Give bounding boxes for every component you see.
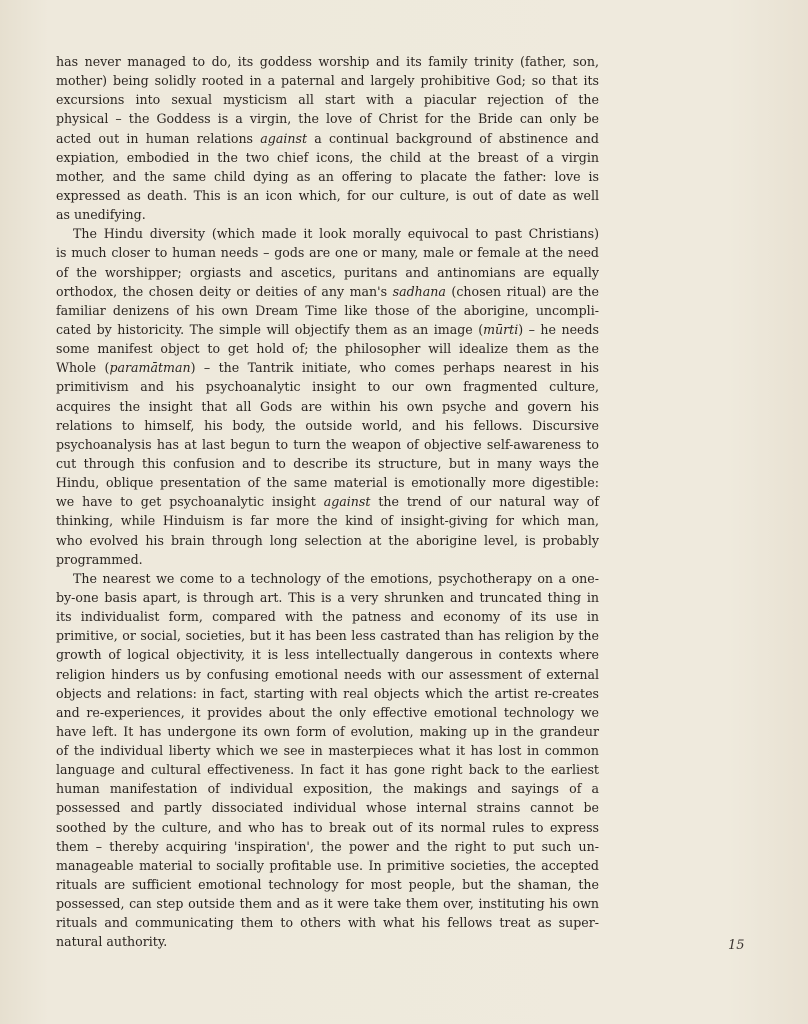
text-line: soothed by the culture, and who has to break out of its normal rules to express — [56, 819, 599, 835]
text-line: its individualist form, compared with the patness and economy of its use in — [56, 609, 599, 625]
text-line: familiar denizens of his own Dream Time like those of the aborigine, uncompli- — [56, 302, 599, 318]
text-line: programmed. — [56, 551, 143, 567]
page-number: 15 — [728, 938, 745, 953]
text-line: The Hindu diversity (which made it look morally equivocal to past Christians) — [73, 226, 599, 242]
text-line: The nearest we come to a technology of the emotions, psychotherapy on a one- — [73, 570, 599, 586]
text-line: of the worshipper; orgiasts and ascetics, puritans and antinomians are equally — [56, 264, 599, 280]
text-line: primitivism and his psychoanalytic insight to our own fragmented culture, — [56, 379, 599, 395]
text-line: objects and relations: in fact, starting with real objects which the artist re-creates — [56, 685, 599, 701]
text-line: expiation, embodied in the two chief icons, the child at the breast of a virgin — [56, 149, 599, 165]
text-line: possessed and partly dissociated individual whose internal strains cannot be — [56, 800, 599, 816]
text-line: cut through this confusion and to describe its structure, but in many ways the — [56, 455, 599, 471]
text-line: is much closer to human needs – gods are one or many, male or female at the need — [56, 245, 599, 261]
text-line: religion hinders us by confusing emotional needs with our assessment of external — [56, 666, 599, 682]
text-line: and re-experiences, it provides about the only effective emotional technology we — [56, 704, 599, 720]
text-line: who evolved his brain through long selection at the aborigine level, is probably — [56, 532, 599, 548]
text-line: has never managed to do, its goddess worship and its family trinity (father, son, — [56, 54, 599, 69]
text-line: have left. It has undergone its own form of evolution, making up in the grandeur — [56, 723, 599, 739]
text-line: acted out in human relations against a continual background of abstinence and — [56, 130, 599, 146]
text-line: physical – the Goddess is a virgin, the love of Christ for the Bride can only be — [56, 111, 599, 127]
text-line: mother) being solidly rooted in a paternal and largely prohibitive God; so that its — [56, 73, 599, 89]
text-line: mother, and the same child dying as an offering to placate the father: love is — [56, 168, 599, 184]
text-line: relations to himself, his body, the outside world, and his fellows. Discursive — [56, 417, 599, 433]
text-line: manageable material to socially profitable use. In primitive societies, the accepted — [56, 857, 599, 873]
text-line: as unedifying. — [56, 207, 146, 223]
text-line: cated by historicity. The simple will objectify them as an image (mūrti) – he needs — [56, 321, 599, 337]
text-line: thinking, while Hinduism is far more the kind of insight-giving for which man, — [56, 513, 599, 529]
text-line: natural authority. — [56, 934, 168, 950]
text-line: by-one basis apart, is through art. This is a very shrunken and truncated thing in — [56, 589, 599, 605]
text-line: psychoanalysis has at last begun to turn the weapon of objective self-awareness to — [56, 436, 599, 452]
text-line: Hindu, oblique presentation of the same material is emotionally more digestible: — [56, 475, 599, 491]
text-line: rituals and communicating them to others with what his fellows treat as super- — [56, 915, 599, 931]
text-line: growth of logical objectivity, it is less intellectually dangerous in contexts where — [56, 647, 599, 663]
body-text — [56, 52, 599, 952]
text-line: orthodox, the chosen deity or deities of any man's sadhana (chosen ritual) are the — [56, 283, 599, 299]
text-line: excursions into sexual mysticism all start with a piacular rejection of the — [56, 92, 599, 108]
text-line: possessed, can step outside them and as it were take them over, instituting his own — [56, 896, 599, 912]
text-line: expressed as death. This is an icon which, for our culture, is out of date as well — [56, 187, 599, 203]
text-line: primitive, or social, societies, but it has been less castrated than has religion by the — [56, 628, 599, 644]
text-line: of the individual liberty which we see in masterpieces what it has lost in common — [56, 743, 599, 759]
text-line: we have to get psychoanalytic insight against the trend of our natural way of — [56, 494, 599, 510]
text-line: acquires the insight that all Gods are within his own psyche and govern his — [56, 398, 599, 414]
text-line: rituals are sufficient emotional technology for most people, but the shaman, the — [56, 877, 599, 893]
text-line: them – thereby acquiring 'inspiration', the power and the right to put such un- — [56, 838, 599, 854]
text-line: some manifest object to get hold of; the philosopher will idealize them as the — [56, 341, 599, 357]
text-line: human manifestation of individual exposition, the makings and sayings of a — [56, 781, 599, 797]
text-line: language and cultural effectiveness. In fact it has gone right back to the earliest — [56, 762, 599, 778]
text-line: Whole (paramātman) – the Tantrik initiate, who comes perhaps nearest in his — [56, 360, 599, 376]
